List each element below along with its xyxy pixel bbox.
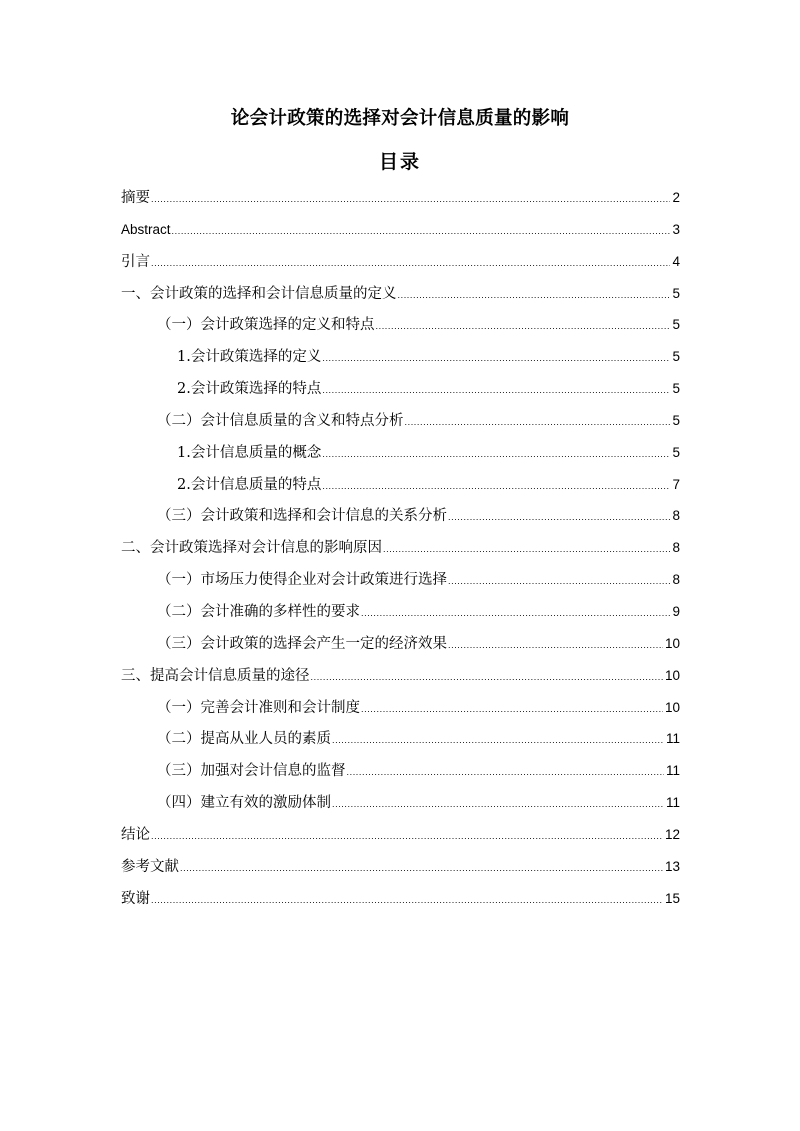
toc-entry-section-2-1[interactable] xyxy=(121,564,680,596)
toc-entry-page: 5 xyxy=(672,317,680,333)
toc-entry-page: 10 xyxy=(664,699,680,715)
toc-entry-section-3-1[interactable] xyxy=(121,692,680,724)
toc-entry-label: （二）提高从业人员的素质 xyxy=(157,731,331,748)
toc-entry-page: 11 xyxy=(665,795,680,811)
toc-entry-section-3-2[interactable] xyxy=(121,723,680,755)
toc-entry-page: 8 xyxy=(672,540,680,556)
toc-entry-label: Abstract xyxy=(121,221,171,237)
toc-entry-page: 7 xyxy=(672,476,680,492)
toc-entry-chapter-1[interactable] xyxy=(121,278,680,310)
toc-entry-label: 摘要 xyxy=(121,190,150,206)
toc-entry-section-3-4[interactable] xyxy=(121,787,680,819)
toc-entry-page: 10 xyxy=(664,667,680,683)
toc-entry-label: （四）建立有效的激励体制 xyxy=(157,795,331,812)
toc-dot-leader xyxy=(361,598,670,630)
toc-entry-label: 2.会计政策选择的特点 xyxy=(177,381,322,398)
toc-dot-leader xyxy=(322,471,670,503)
toc-dot-leader xyxy=(322,439,670,471)
toc-entry-label: （二）会计信息质量的含义和特点分析 xyxy=(157,412,404,429)
toc-entry-section-3-3[interactable] xyxy=(121,755,680,787)
toc-entry-section-1-3[interactable] xyxy=(121,500,680,532)
toc-dot-leader xyxy=(151,184,670,216)
toc-entry-label: 致谢 xyxy=(121,890,150,907)
table-of-contents xyxy=(121,182,680,914)
toc-heading: 目录 xyxy=(378,151,421,173)
toc-dot-leader xyxy=(376,311,671,343)
toc-dot-leader xyxy=(311,662,663,694)
toc-entry-label: （一）完善会计准则和会计制度 xyxy=(157,699,360,716)
toc-entry-section-1-1[interactable] xyxy=(121,309,680,341)
toc-dot-leader xyxy=(398,280,671,312)
toc-dot-leader xyxy=(151,821,663,853)
toc-dot-leader xyxy=(347,757,664,789)
toc-entry-page: 5 xyxy=(672,444,680,460)
toc-entry-page: 3 xyxy=(672,221,680,237)
toc-entry-page: 9 xyxy=(672,603,680,619)
toc-entry-page: 5 xyxy=(672,381,680,397)
toc-entry-label: 参考文献 xyxy=(121,858,179,875)
toc-entry-subsection-1-1-2[interactable] xyxy=(121,373,680,405)
toc-entry-page: 11 xyxy=(665,763,680,779)
toc-entry-label: （一）市场压力使得企业对会计政策进行选择 xyxy=(157,572,447,589)
toc-dot-leader xyxy=(383,534,670,566)
toc-entry-acknowledgements[interactable] xyxy=(121,883,680,915)
toc-entry-page: 5 xyxy=(672,285,680,301)
toc-entry-page: 13 xyxy=(664,858,680,874)
toc-dot-leader xyxy=(332,725,664,757)
toc-entry-page: 4 xyxy=(672,253,680,269)
toc-entry-section-2-3[interactable] xyxy=(121,628,680,660)
toc-entry-chapter-2[interactable] xyxy=(121,532,680,564)
toc-entry-page: 5 xyxy=(672,412,680,428)
toc-entry-chapter-3[interactable] xyxy=(121,660,680,692)
toc-entry-introduction[interactable] xyxy=(121,246,680,278)
toc-entry-section-2-2[interactable] xyxy=(121,596,680,628)
toc-entry-label: 二、会计政策选择对会计信息的影响原因 xyxy=(121,540,382,557)
toc-entry-page: 8 xyxy=(672,572,680,588)
toc-entry-label: （二）会计准确的多样性的要求 xyxy=(157,603,360,620)
toc-entry-conclusion[interactable] xyxy=(121,819,680,851)
toc-entry-subsection-1-2-1[interactable] xyxy=(121,437,680,469)
toc-entry-label: （三）会计政策和选择和会计信息的关系分析 xyxy=(157,508,447,525)
toc-dot-leader xyxy=(361,694,663,726)
toc-entry-subsection-1-1-1[interactable] xyxy=(121,341,680,373)
toc-dot-leader xyxy=(322,375,670,407)
toc-entry-label: 一、会计政策的选择和会计信息质量的定义 xyxy=(121,285,397,302)
toc-entry-page: 8 xyxy=(672,508,680,524)
toc-entry-page: 5 xyxy=(672,349,680,365)
toc-entry-label: 三、提高会计信息质量的途径 xyxy=(121,667,310,684)
toc-dot-leader xyxy=(322,343,670,375)
toc-entry-label: 结论 xyxy=(121,826,150,843)
toc-dot-leader xyxy=(172,216,671,248)
toc-dot-leader xyxy=(405,407,671,439)
toc-entry-label: （一）会计政策选择的定义和特点 xyxy=(157,317,375,334)
toc-entry-label: 2.会计信息质量的特点 xyxy=(177,476,322,493)
toc-entry-page: 15 xyxy=(664,890,680,906)
toc-entry-page: 11 xyxy=(665,731,680,747)
toc-dot-leader xyxy=(448,630,663,662)
toc-entry-label: （三）加强对会计信息的监督 xyxy=(157,763,346,780)
toc-dot-leader xyxy=(448,502,670,534)
toc-entry-section-1-2[interactable] xyxy=(121,405,680,437)
toc-dot-leader xyxy=(151,248,670,280)
toc-entry-label: 1.会计信息质量的概念 xyxy=(177,444,322,461)
toc-entry-references[interactable] xyxy=(121,851,680,883)
toc-entry-page: 2 xyxy=(672,190,680,205)
toc-entry-subsection-1-2-2[interactable] xyxy=(121,469,680,501)
toc-entry-label: 引言 xyxy=(121,253,150,270)
toc-entry-page: 12 xyxy=(664,826,680,842)
toc-entry-abstract-en[interactable] xyxy=(121,214,680,246)
toc-entry-abstract-cn[interactable] xyxy=(121,182,680,214)
toc-dot-leader xyxy=(448,566,670,598)
toc-dot-leader xyxy=(151,885,663,917)
toc-dot-leader xyxy=(180,853,663,885)
toc-entry-label: （三）会计政策的选择会产生一定的经济效果 xyxy=(157,635,447,652)
document-title: 论会计政策的选择对会计信息质量的影响 xyxy=(230,108,570,129)
toc-dot-leader xyxy=(332,789,664,821)
toc-entry-page: 10 xyxy=(664,635,680,651)
toc-entry-label: 1.会计政策选择的定义 xyxy=(177,349,322,366)
